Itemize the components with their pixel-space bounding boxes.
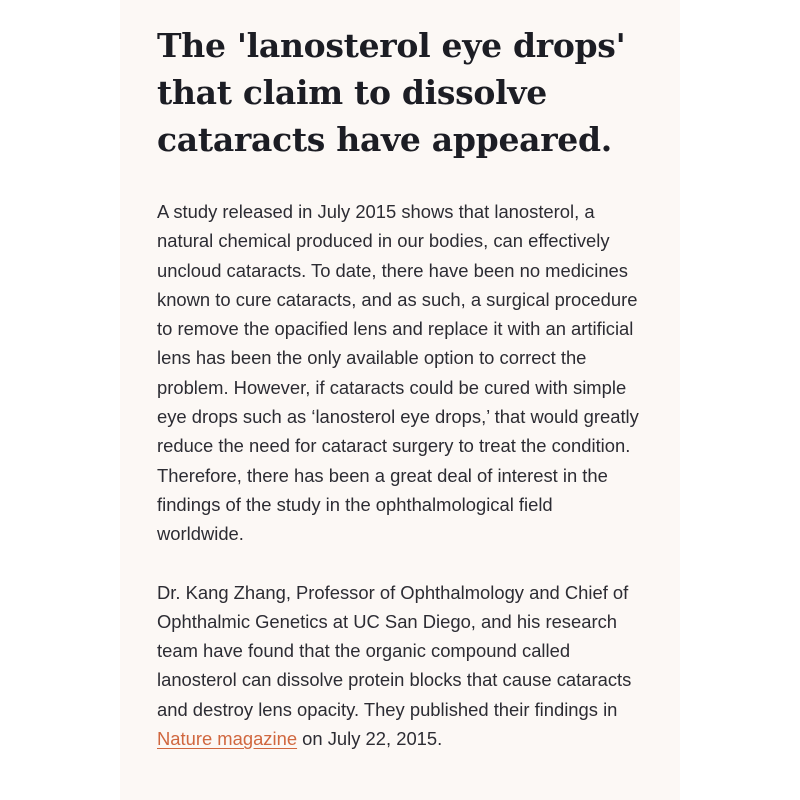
paragraph-2-text-after-link: on July 22, 2015. — [297, 728, 443, 750]
article-paragraph-1: A study released in July 2015 shows that lanosterol, a natural chemical produced in our bodies, can effectively uncloud cataracts. To date, there have been no medicines known to cure cataracts, and as such, a surgical procedure to remove the opacified lens and replace it with an artificial lens has been the only available option to correct the problem. However, if cataracts could be cured with simple eye drops such as ‘lanosterol eye drops,’ that would greatly reduce the need for cataract surgery to treat the condition. Therefore, there has been a great deal of interest in the findings of the study in the ophthalmological field worldwide. — [157, 201, 639, 545]
article-container — [120, 0, 680, 800]
article-paragraph-2 — [157, 578, 644, 754]
article-title: The 'lanosterol eye drops' that claim to dissolve cataracts have appeared. — [157, 26, 626, 159]
nature-magazine-link[interactable]: Nature magazine — [157, 728, 298, 750]
paragraph-2-text-before-link: Dr. Kang Zhang, Professor of Ophthalmology and Chief of Ophthalmic Genetics at UC San Diego, and his research team have found that the organic compound called lanosterol can dissolve protein blocks that cause cataracts and destroy lens opacity. They published their findings in — [157, 581, 632, 720]
